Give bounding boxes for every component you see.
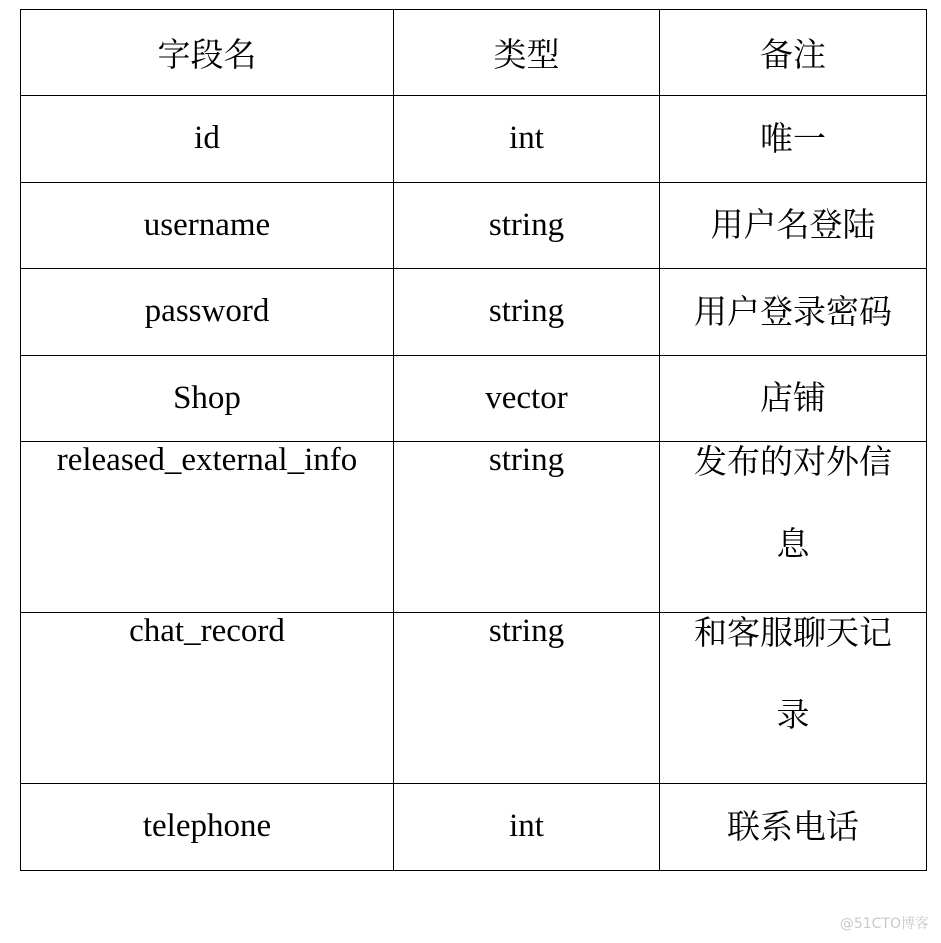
header-type: 类型: [394, 10, 660, 96]
note-line: 录: [776, 695, 810, 734]
note-line: 发布的对外信: [694, 442, 892, 481]
field-name-cell: username: [21, 182, 394, 269]
field-note-cell: [660, 269, 927, 356]
field-name-cell: telephone: [21, 784, 394, 871]
field-name-cell: password: [21, 269, 394, 356]
field-name-cell: Shop: [21, 355, 394, 442]
fields-table: [20, 9, 927, 871]
field-type-cell: int: [394, 784, 660, 871]
field-type-cell: int: [394, 96, 660, 183]
note-line: 联系电话: [727, 806, 859, 846]
note-line: 用户登录密码: [694, 291, 892, 331]
field-type-cell: string: [394, 613, 660, 784]
field-note-cell: [660, 442, 927, 613]
field-note-cell: [660, 355, 927, 442]
field-name-cell: released_external_info: [21, 442, 394, 613]
header-field-name: 字段名: [21, 10, 394, 96]
table-row: [21, 784, 927, 871]
header-note: 备注: [660, 10, 927, 96]
note-line: 店铺: [760, 378, 826, 418]
field-name-cell: chat_record: [21, 613, 394, 784]
table-row: [21, 613, 927, 784]
table-row: [21, 269, 927, 356]
field-name-cell: id: [21, 96, 394, 183]
field-type-cell: string: [394, 269, 660, 356]
field-note-cell: [660, 784, 927, 871]
note-line: 唯一: [760, 118, 826, 158]
table-row: [21, 182, 927, 269]
table-row: [21, 442, 927, 613]
table-row: [21, 355, 927, 442]
note-line: 息: [776, 524, 810, 563]
field-note-cell: [660, 182, 927, 269]
field-type-cell: vector: [394, 355, 660, 442]
note-line: 和客服聊天记: [694, 613, 892, 652]
table-row: [21, 96, 927, 183]
field-type-cell: string: [394, 182, 660, 269]
field-note-cell: [660, 613, 927, 784]
note-line: 用户名登陆: [710, 205, 876, 245]
field-type-cell: string: [394, 442, 660, 613]
watermark: @51CTO博客: [839, 916, 929, 932]
field-note-cell: [660, 96, 927, 183]
header-row: [21, 10, 927, 96]
